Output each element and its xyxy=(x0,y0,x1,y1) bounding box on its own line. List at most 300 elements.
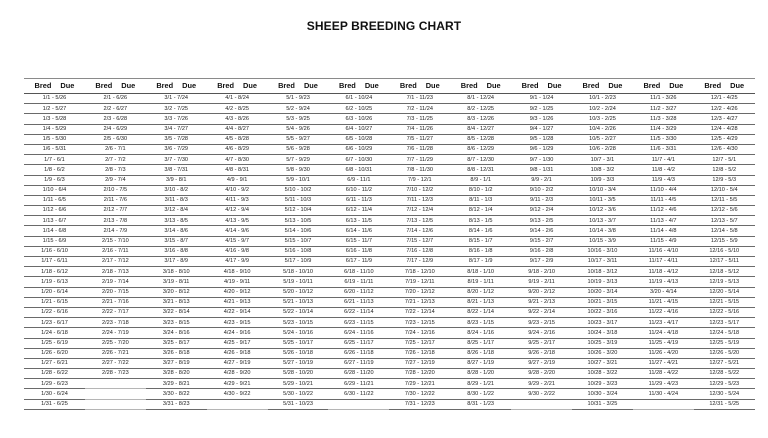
date-entry: 3/1 - 7/24 xyxy=(146,94,207,104)
date-entry: 11/28 - 4/22 xyxy=(633,369,694,379)
date-entry: 4/21 - 9/13 xyxy=(207,298,268,308)
date-entry: 3/18 - 8/10 xyxy=(146,267,207,277)
date-entry: 1/23 - 6/17 xyxy=(24,318,85,328)
date-entry: 12/20 - 5/14 xyxy=(694,288,755,298)
date-entry: 10/16 - 3/10 xyxy=(572,247,633,257)
date-entry: 9/10 - 2/2 xyxy=(511,186,572,196)
date-entry: 2/23 - 7/18 xyxy=(85,318,146,328)
date-entry: 1/18 - 6/12 xyxy=(24,267,85,277)
date-entry: 4/16 - 9/8 xyxy=(207,247,268,257)
month-column xyxy=(207,78,268,410)
date-entry: 1/16 - 6/10 xyxy=(24,247,85,257)
date-entry: 8/17 - 1/9 xyxy=(450,257,511,267)
date-entry: 6/26 - 11/18 xyxy=(328,349,389,359)
date-entry: 9/9 - 2/1 xyxy=(511,176,572,186)
header-due: Due xyxy=(303,81,318,90)
date-entry: 10/8 - 3/2 xyxy=(572,165,633,175)
date-entry: 11/3 - 3/28 xyxy=(633,114,694,124)
date-entry: 5/20 - 10/12 xyxy=(268,288,329,298)
date-entry: 3/17 - 8/9 xyxy=(146,257,207,267)
date-entry xyxy=(85,400,146,410)
date-entry: 12/11 - 5/5 xyxy=(694,196,755,206)
date-entry: 3/10 - 8/2 xyxy=(146,186,207,196)
date-entry: 10/28 - 3/22 xyxy=(572,369,633,379)
date-entry: 5/13 - 10/5 xyxy=(268,216,329,226)
date-entry: 3/28 - 8/20 xyxy=(146,369,207,379)
date-entry: 12/6 - 4/30 xyxy=(694,145,755,155)
date-entry: 8/14 - 1/6 xyxy=(450,226,511,236)
date-entry: 12/3 - 4/27 xyxy=(694,114,755,124)
date-entry: 3/27 - 8/19 xyxy=(146,359,207,369)
date-entry: 1/19 - 6/13 xyxy=(24,277,85,287)
date-entry: 8/8 - 12/31 xyxy=(450,165,511,175)
date-entry: 8/5 - 12/28 xyxy=(450,135,511,145)
date-entry: 10/6 - 2/28 xyxy=(572,145,633,155)
date-entry: 8/6 - 12/29 xyxy=(450,145,511,155)
date-entry: 10/12 - 3/6 xyxy=(572,206,633,216)
date-entry: 7/1 - 11/23 xyxy=(389,94,450,104)
date-entry: 4/30 - 9/22 xyxy=(207,389,268,399)
date-entry: 5/31 - 10/23 xyxy=(268,400,329,410)
date-entry: 11/11 - 4/5 xyxy=(633,196,694,206)
date-entry: 11/15 - 4/9 xyxy=(633,237,694,247)
date-entry: 6/1 - 10/24 xyxy=(328,94,389,104)
date-entry: 6/18 - 11/10 xyxy=(328,267,389,277)
date-entry: 12/29 - 5/23 xyxy=(694,379,755,389)
date-entry: 3/29 - 8/21 xyxy=(146,379,207,389)
date-entry: 4/10 - 9/2 xyxy=(207,186,268,196)
date-entry: 11/19 - 4/13 xyxy=(633,277,694,287)
date-entry: 5/14 - 10/6 xyxy=(268,226,329,236)
date-entry: 9/3 - 1/26 xyxy=(511,114,572,124)
column-header xyxy=(511,78,572,94)
header-bred: Bred xyxy=(460,81,478,90)
date-entry: 4/24 - 9/16 xyxy=(207,328,268,338)
date-entry: 6/8 - 10/31 xyxy=(328,165,389,175)
date-entry: 5/18 - 10/10 xyxy=(268,267,329,277)
date-entry: 10/7 - 3/1 xyxy=(572,155,633,165)
date-entry: 2/21 - 7/16 xyxy=(85,298,146,308)
date-entry: 8/22 - 1/14 xyxy=(450,308,511,318)
date-entry: 9/14 - 2/6 xyxy=(511,226,572,236)
date-entry: 1/21 - 6/15 xyxy=(24,298,85,308)
header-due: Due xyxy=(121,81,136,90)
header-due: Due xyxy=(730,81,745,90)
date-entry: 11/10 - 4/4 xyxy=(633,186,694,196)
header-bred: Bred xyxy=(399,81,417,90)
header-due: Due xyxy=(60,81,75,90)
date-entry: 8/25 - 1/17 xyxy=(450,339,511,349)
date-entry: 12/5 - 4/29 xyxy=(694,135,755,145)
date-entry: 12/24 - 5/18 xyxy=(694,328,755,338)
date-entry: 12/19 - 5/13 xyxy=(694,277,755,287)
date-entry: 9/21 - 2/13 xyxy=(511,298,572,308)
date-entry: 2/11 - 7/6 xyxy=(85,196,146,206)
date-entry: 4/14 - 9/6 xyxy=(207,226,268,236)
date-entry: 2/25 - 7/20 xyxy=(85,339,146,349)
date-entry: 8/28 - 1/20 xyxy=(450,369,511,379)
date-entry: 9/23 - 2/15 xyxy=(511,318,572,328)
date-entry: 5/21 - 10/13 xyxy=(268,298,329,308)
date-entry: 9/18 - 2/10 xyxy=(511,267,572,277)
date-entry: 9/28 - 2/20 xyxy=(511,369,572,379)
date-entry: 10/19 - 3/13 xyxy=(572,277,633,287)
date-entry: 2/15 - 7/10 xyxy=(85,237,146,247)
date-entry: 3/9 - 8/1 xyxy=(146,176,207,186)
date-entry: 6/5 - 10/28 xyxy=(328,135,389,145)
date-entry: 8/27 - 1/19 xyxy=(450,359,511,369)
date-entry: 10/20 - 3/14 xyxy=(572,288,633,298)
date-entry: 8/21 - 1/13 xyxy=(450,298,511,308)
date-entry: 9/8 - 1/31 xyxy=(511,165,572,175)
date-entry: 7/6 - 11/28 xyxy=(389,145,450,155)
date-entry: 12/22 - 5/16 xyxy=(694,308,755,318)
date-entry: 10/31 - 3/25 xyxy=(572,400,633,410)
date-entry: 6/4 - 10/27 xyxy=(328,125,389,135)
date-entry: 3/23 - 8/15 xyxy=(146,318,207,328)
date-entry: 1/17 - 6/11 xyxy=(24,257,85,267)
date-entry: 7/15 - 12/7 xyxy=(389,237,450,247)
date-entry: 3/12 - 8/4 xyxy=(146,206,207,216)
date-entry: 8/15 - 1/7 xyxy=(450,237,511,247)
date-entry: 2/2 - 6/27 xyxy=(85,104,146,114)
date-entry: 7/12 - 12/4 xyxy=(389,206,450,216)
date-entry: 10/29 - 3/23 xyxy=(572,379,633,389)
date-entry: 8/24 - 1/16 xyxy=(450,328,511,338)
date-entry: 6/15 - 11/7 xyxy=(328,237,389,247)
month-column xyxy=(572,78,633,410)
date-entry: 10/15 - 3/9 xyxy=(572,237,633,247)
column-header xyxy=(85,78,146,94)
date-entry: 1/5 - 5/30 xyxy=(24,135,85,145)
date-entry: 6/16 - 11/8 xyxy=(328,247,389,257)
date-entry: 2/27 - 7/22 xyxy=(85,359,146,369)
header-bred: Bred xyxy=(521,81,539,90)
date-entry: 7/11 - 12/3 xyxy=(389,196,450,206)
date-entry: 7/18 - 12/10 xyxy=(389,267,450,277)
month-column xyxy=(146,78,207,410)
column-header xyxy=(146,78,207,94)
date-entry: 12/17 - 5/11 xyxy=(694,257,755,267)
date-entry: 7/8 - 11/30 xyxy=(389,165,450,175)
date-entry: 4/1 - 8/24 xyxy=(207,94,268,104)
header-bred: Bred xyxy=(156,81,174,90)
page-title: SHEEP BREEDING CHART xyxy=(306,19,462,33)
date-entry: 6/12 - 11/4 xyxy=(328,206,389,216)
date-entry: 4/22 - 9/14 xyxy=(207,308,268,318)
header-bred: Bred xyxy=(643,81,661,90)
date-entry: 5/27 - 10/19 xyxy=(268,359,329,369)
date-entry: 6/28 - 11/20 xyxy=(328,369,389,379)
date-entry: 11/22 - 4/16 xyxy=(633,308,694,318)
header-bred: Bred xyxy=(217,81,235,90)
date-entry: 6/17 - 11/9 xyxy=(328,257,389,267)
date-entry: 12/7 - 5/1 xyxy=(694,155,755,165)
date-entry: 10/10 - 3/4 xyxy=(572,186,633,196)
date-entry: 3/31 - 8/23 xyxy=(146,400,207,410)
date-entry: 12/1 - 4/25 xyxy=(694,94,755,104)
date-entry: 10/11 - 3/5 xyxy=(572,196,633,206)
date-entry: 1/26 - 6/20 xyxy=(24,349,85,359)
date-entry: 4/2 - 8/25 xyxy=(207,104,268,114)
date-entry: 5/3 - 9/25 xyxy=(268,114,329,124)
date-entry: 3/3 - 7/26 xyxy=(146,114,207,124)
date-entry: 4/20 - 9/12 xyxy=(207,288,268,298)
date-entry: 3/26 - 8/18 xyxy=(146,349,207,359)
date-entry: 11/16 - 4/10 xyxy=(633,247,694,257)
date-entry: 2/4 - 6/29 xyxy=(85,125,146,135)
date-entry: 5/6 - 9/28 xyxy=(268,145,329,155)
date-entry: 2/7 - 7/2 xyxy=(85,155,146,165)
date-entry: 9/30 - 2/22 xyxy=(511,389,572,399)
date-entry: 5/22 - 10/14 xyxy=(268,308,329,318)
date-entry: 10/27 - 3/21 xyxy=(572,359,633,369)
date-entry: 9/29 - 2/21 xyxy=(511,379,572,389)
column-header xyxy=(268,78,329,94)
date-entry: 8/2 - 12/25 xyxy=(450,104,511,114)
date-entry: 11/12 - 4/6 xyxy=(633,206,694,216)
date-entry: 7/19 - 12/11 xyxy=(389,277,450,287)
date-entry: 4/6 - 8/29 xyxy=(207,145,268,155)
date-entry: 1/2 - 5/27 xyxy=(24,104,85,114)
date-entry: 3/11 - 8/3 xyxy=(146,196,207,206)
date-entry: 10/13 - 3/7 xyxy=(572,216,633,226)
date-entry: 9/16 - 2/8 xyxy=(511,247,572,257)
date-entry: 12/13 - 5/7 xyxy=(694,216,755,226)
date-entry: 9/13 - 2/5 xyxy=(511,216,572,226)
date-entry: 4/13 - 9/5 xyxy=(207,216,268,226)
date-entry: 11/6 - 3/31 xyxy=(633,145,694,155)
month-column xyxy=(511,78,572,410)
date-entry: 7/26 - 12/18 xyxy=(389,349,450,359)
header-due: Due xyxy=(364,81,379,90)
date-entry: 4/27 - 9/19 xyxy=(207,359,268,369)
header-bred: Bred xyxy=(34,81,52,90)
date-entry: 10/17 - 3/11 xyxy=(572,257,633,267)
date-entry: 9/1 - 1/24 xyxy=(511,94,572,104)
date-entry: 4/23 - 9/15 xyxy=(207,318,268,328)
date-entry: 7/23 - 12/15 xyxy=(389,318,450,328)
month-column xyxy=(450,78,511,410)
date-entry: 8/10 - 1/2 xyxy=(450,186,511,196)
month-column xyxy=(85,78,146,410)
date-entry: 4/28 - 9/20 xyxy=(207,369,268,379)
date-entry: 7/17 - 12/9 xyxy=(389,257,450,267)
date-entry: 4/11 - 9/3 xyxy=(207,196,268,206)
date-entry: 8/7 - 12/30 xyxy=(450,155,511,165)
date-entry: 2/17 - 7/12 xyxy=(85,257,146,267)
date-entry: 9/27 - 2/19 xyxy=(511,359,572,369)
date-entry: 11/9 - 4/3 xyxy=(633,176,694,186)
date-entry: 8/9 - 1/1 xyxy=(450,176,511,186)
header-bred: Bred xyxy=(582,81,600,90)
date-entry: 6/9 - 11/1 xyxy=(328,176,389,186)
date-entry: 9/20 - 2/12 xyxy=(511,288,572,298)
date-entry: 7/31 - 12/23 xyxy=(389,400,450,410)
header-bred: Bred xyxy=(95,81,113,90)
date-entry: 8/16 - 1/8 xyxy=(450,247,511,257)
date-entry: 10/23 - 3/17 xyxy=(572,318,633,328)
date-entry: 12/25 - 5/19 xyxy=(694,339,755,349)
date-entry: 1/24 - 6/18 xyxy=(24,328,85,338)
column-header xyxy=(450,78,511,94)
date-entry: 9/2 - 1/25 xyxy=(511,104,572,114)
date-entry: 2/26 - 7/21 xyxy=(85,349,146,359)
date-entry: 12/27 - 5/21 xyxy=(694,359,755,369)
date-entry: 8/4 - 12/27 xyxy=(450,125,511,135)
date-entry: 1/20 - 6/14 xyxy=(24,288,85,298)
date-entry: 9/4 - 1/27 xyxy=(511,125,572,135)
date-entry: 1/15 - 6/9 xyxy=(24,237,85,247)
date-entry: 10/14 - 3/8 xyxy=(572,226,633,236)
date-entry: 6/10 - 11/2 xyxy=(328,186,389,196)
date-entry: 5/15 - 10/7 xyxy=(268,237,329,247)
date-entry: 6/24 - 11/16 xyxy=(328,328,389,338)
date-entry: 7/4 - 11/26 xyxy=(389,125,450,135)
date-entry: 5/28 - 10/20 xyxy=(268,369,329,379)
month-column xyxy=(328,78,389,410)
date-entry: 1/9 - 6/3 xyxy=(24,176,85,186)
date-entry: 9/7 - 1/30 xyxy=(511,155,572,165)
header-due: Due xyxy=(486,81,501,90)
date-entry: 6/3 - 10/26 xyxy=(328,114,389,124)
date-entry: 11/26 - 4/20 xyxy=(633,349,694,359)
header-due: Due xyxy=(243,81,258,90)
date-entry: 5/25 - 10/17 xyxy=(268,339,329,349)
date-entry: 2/10 - 7/5 xyxy=(85,186,146,196)
date-entry: 6/20 - 11/12 xyxy=(328,288,389,298)
date-entry: 12/23 - 5/17 xyxy=(694,318,755,328)
date-entry: 9/15 - 2/7 xyxy=(511,237,572,247)
date-entry: 10/3 - 2/25 xyxy=(572,114,633,124)
header-bred: Bred xyxy=(704,81,722,90)
date-entry: 1/13 - 6/7 xyxy=(24,216,85,226)
date-entry: 8/12 - 1/4 xyxy=(450,206,511,216)
date-entry xyxy=(328,400,389,410)
date-entry: 7/7 - 11/29 xyxy=(389,155,450,165)
date-entry: 6/14 - 11/6 xyxy=(328,226,389,236)
column-header xyxy=(694,78,755,94)
date-entry: 9/26 - 2/18 xyxy=(511,349,572,359)
header-due: Due xyxy=(547,81,562,90)
date-entry: 8/23 - 1/15 xyxy=(450,318,511,328)
date-entry: 1/27 - 6/21 xyxy=(24,359,85,369)
date-entry: 7/5 - 11/27 xyxy=(389,135,450,145)
date-entry: 4/5 - 8/28 xyxy=(207,135,268,145)
date-entry: 12/12 - 5/6 xyxy=(694,206,755,216)
date-entry xyxy=(85,379,146,389)
date-entry: 8/29 - 1/21 xyxy=(450,379,511,389)
date-entry: 10/22 - 3/16 xyxy=(572,308,633,318)
date-entry: 12/10 - 5/4 xyxy=(694,186,755,196)
date-entry: 5/23 - 10/15 xyxy=(268,318,329,328)
breeding-chart-table xyxy=(24,78,755,410)
date-entry: 10/25 - 3/19 xyxy=(572,339,633,349)
date-entry: 8/1 - 12/24 xyxy=(450,94,511,104)
date-entry: 2/22 - 7/17 xyxy=(85,308,146,318)
date-entry: 5/17 - 10/9 xyxy=(268,257,329,267)
date-entry: 7/29 - 12/21 xyxy=(389,379,450,389)
date-entry: 12/16 - 5/10 xyxy=(694,247,755,257)
date-entry: 6/30 - 11/22 xyxy=(328,389,389,399)
date-entry: 11/5 - 3/30 xyxy=(633,135,694,145)
date-entry: 9/5 - 1/28 xyxy=(511,135,572,145)
date-entry: 6/22 - 11/14 xyxy=(328,308,389,318)
date-entry: 3/6 - 7/29 xyxy=(146,145,207,155)
date-entry: 10/18 - 3/12 xyxy=(572,267,633,277)
date-entry: 2/3 - 6/28 xyxy=(85,114,146,124)
date-entry: 10/2 - 2/24 xyxy=(572,104,633,114)
date-entry: 1/6 - 5/31 xyxy=(24,145,85,155)
date-entry: 3/20 - 8/12 xyxy=(146,288,207,298)
date-entry: 7/13 - 12/5 xyxy=(389,216,450,226)
date-entry: 4/8 - 8/31 xyxy=(207,165,268,175)
date-entry: 2/1 - 6/26 xyxy=(85,94,146,104)
date-entry: 7/16 - 12/8 xyxy=(389,247,450,257)
date-entry: 7/21 - 12/13 xyxy=(389,298,450,308)
date-entry: 1/1 - 5/26 xyxy=(24,94,85,104)
date-entry: 12/2 - 4/26 xyxy=(694,104,755,114)
header-due: Due xyxy=(182,81,197,90)
date-entry: 1/29 - 6/23 xyxy=(24,379,85,389)
column-header xyxy=(572,78,633,94)
date-entry: 3/25 - 8/17 xyxy=(146,339,207,349)
date-entry: 1/14 - 6/8 xyxy=(24,226,85,236)
month-column xyxy=(633,78,694,410)
date-entry: 12/31 - 5/25 xyxy=(694,400,755,410)
date-entry: 1/28 - 6/22 xyxy=(24,369,85,379)
date-entry: 5/2 - 9/24 xyxy=(268,104,329,114)
date-entry: 10/5 - 2/27 xyxy=(572,135,633,145)
date-entry: 2/18 - 7/13 xyxy=(85,267,146,277)
column-header xyxy=(207,78,268,94)
date-entry: 4/19 - 9/11 xyxy=(207,277,268,287)
date-entry: 9/22 - 2/14 xyxy=(511,308,572,318)
date-entry: 12/28 - 5/22 xyxy=(694,369,755,379)
date-entry: 3/2 - 7/25 xyxy=(146,104,207,114)
date-entry: 2/12 - 7/7 xyxy=(85,206,146,216)
date-entry: 6/13 - 11/5 xyxy=(328,216,389,226)
date-entry: 10/4 - 2/26 xyxy=(572,125,633,135)
header-bred: Bred xyxy=(278,81,295,90)
date-entry: 4/4 - 8/27 xyxy=(207,125,268,135)
date-entry: 1/4 - 5/29 xyxy=(24,125,85,135)
date-entry: 1/10 - 6/4 xyxy=(24,186,85,196)
date-entry: 4/17 - 9/9 xyxy=(207,257,268,267)
date-entry: 8/20 - 1/12 xyxy=(450,288,511,298)
date-entry: 12/14 - 5/8 xyxy=(694,226,755,236)
column-header xyxy=(633,78,694,94)
date-entry: 6/23 - 11/15 xyxy=(328,318,389,328)
date-entry: 5/10 - 10/2 xyxy=(268,186,329,196)
date-entry: 9/12 - 2/4 xyxy=(511,206,572,216)
date-entry: 11/8 - 4/2 xyxy=(633,165,694,175)
header-due: Due xyxy=(608,81,623,90)
date-entry: 8/31 - 1/23 xyxy=(450,400,511,410)
date-entry: 11/23 - 4/17 xyxy=(633,318,694,328)
date-entry: 10/9 - 3/3 xyxy=(572,176,633,186)
date-entry: 9/17 - 2/9 xyxy=(511,257,572,267)
date-entry: 2/8 - 7/3 xyxy=(85,165,146,175)
date-entry: 2/9 - 7/4 xyxy=(85,176,146,186)
date-entry: 4/25 - 9/17 xyxy=(207,339,268,349)
date-entry: 12/26 - 5/20 xyxy=(694,349,755,359)
date-entry: 10/1 - 2/23 xyxy=(572,94,633,104)
date-entry: 4/12 - 9/4 xyxy=(207,206,268,216)
date-entry: 1/12 - 6/6 xyxy=(24,206,85,216)
date-entry: 3/14 - 8/6 xyxy=(146,226,207,236)
date-entry: 2/13 - 7/8 xyxy=(85,216,146,226)
